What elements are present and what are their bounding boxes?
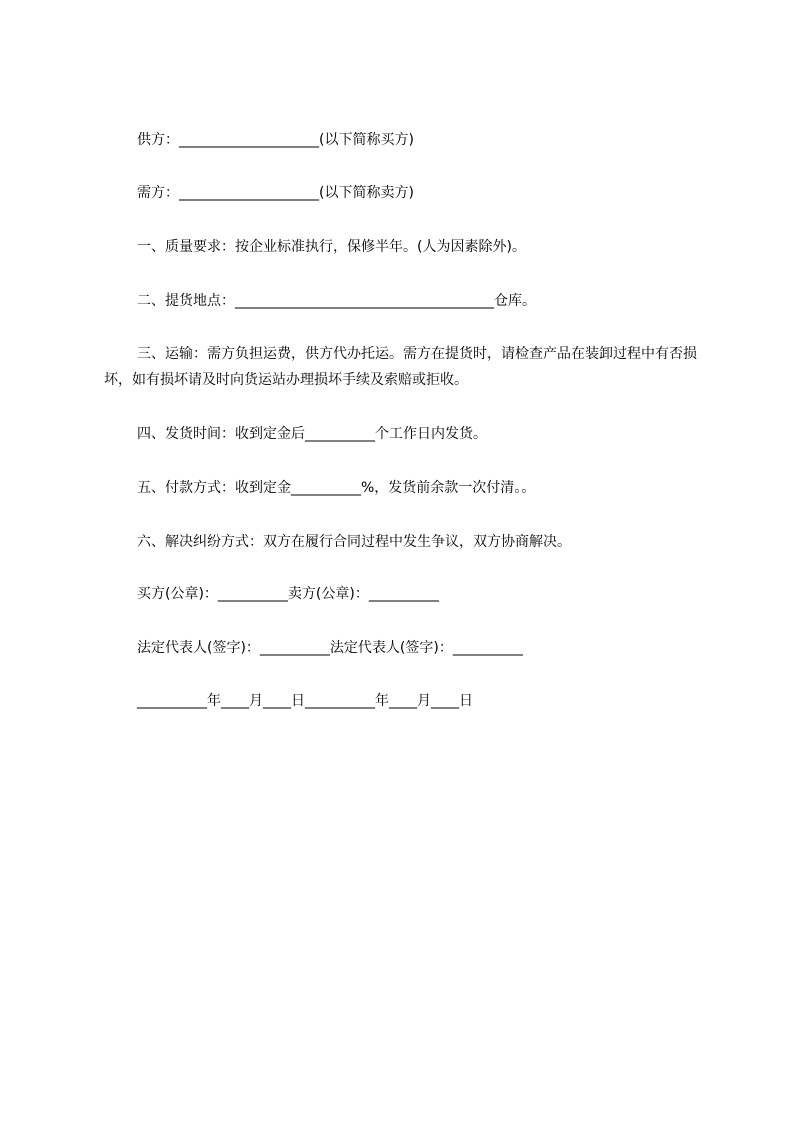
signature-line: 法定代表人(签字)：__________法定代表人(签字)：__________: [137, 640, 523, 656]
clause-quality: 一、质量要求：按企业标准执行，保修半年。(人为因素除外)。: [137, 239, 526, 255]
date-line: __________年____月____日__________年____月____日: [137, 693, 473, 709]
clause-payment: 五、付款方式：收到定金__________%，发货前余款一次付清。。: [137, 480, 536, 496]
seal-line: 买方(公章)：__________卖方(公章)：__________: [137, 586, 439, 602]
clause-dispute: 六、解决纠纷方式：双方在履行合同过程中发生争议，双方协商解决。: [137, 534, 571, 550]
clause-pickup-location: 二、提货地点：_____________________________________仓库。: [137, 293, 536, 309]
clause-delivery-time: 四、发货时间：收到定金后__________个工作日内发货。: [137, 426, 487, 442]
clause-transport: 三、运输：需方负担运费，供方代办托运。需方在提货时，请检查产品在装卸过程中有否损坏，如有损坏请及时向货运站办理损坏手续及索赔或拒收。: [104, 346, 697, 388]
buyer-line: 需方：____________________(以下简称卖方): [137, 185, 414, 201]
supplier-line: 供方：____________________(以下简称买方): [137, 132, 414, 148]
